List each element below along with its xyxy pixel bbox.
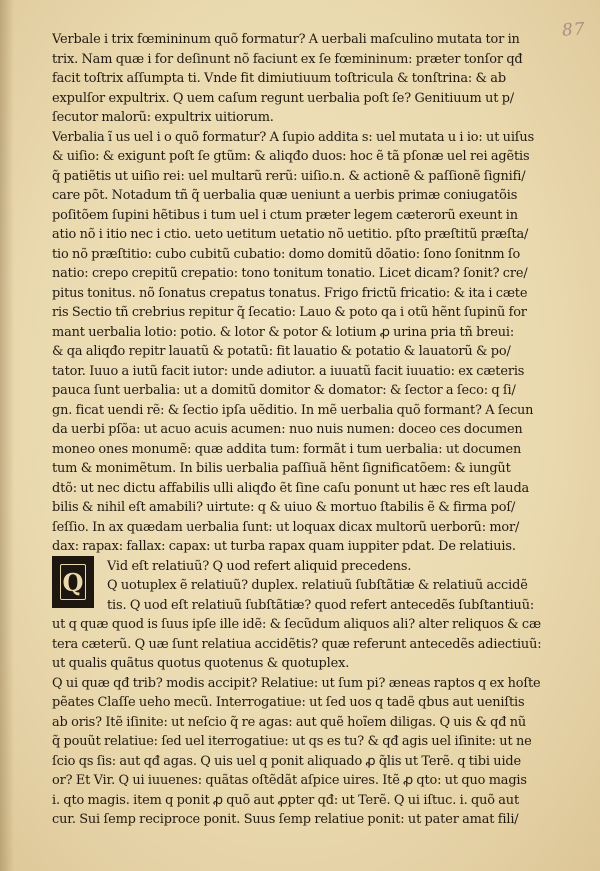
text-line: atio nõ i itio nec i ctio. ueto uetitum uetatio nõ uetitio. pſto præſtitũ præſta/ <box>52 227 529 242</box>
text-line: trix. Nam quæ i for deſinunt nõ faciunt ex ſe fœmininum: præter tonſor qđ <box>52 51 523 67</box>
text-line: & qa aliqđo repitr lauatũ & potatũ: fit lauatio & potatio & lauatorũ & po/ <box>52 344 511 359</box>
text-line: bilis & nihil eſt amabili? uirtute: q & uiuo & mortuo ſtabilis ẽ & firma poſ/ <box>52 500 516 515</box>
text-line: Q uotuplex ẽ relatiuũ? duplex. relatiuũ ſubſtãtiæ & relatiuũ accidẽ <box>107 578 528 593</box>
drop-cap-letter: Q <box>62 567 84 597</box>
text-line: da uerbi pſõa: ut acuo acuis acumen: nuo nuis numen: doceo ces documen <box>52 422 523 437</box>
text-line: natio: crepo crepitũ crepatio: tono tonitum tonatio. Licet dicam? ſonit? cre/ <box>52 266 528 281</box>
text-line: pauca ſunt uerbalia: ut a domitũ domitor & domator: & ſector a ſeco: q ſi/ <box>52 383 516 398</box>
text-line: pẽates Claſſe ueho mecũ. Interrogatiue: ut ſed uos q tadẽ qbus aut ueniſtis <box>52 695 525 710</box>
text-line: Verbalia ĩ us uel i o quõ formatur? A ſupio addita s: uel mutata u i io: ut uiſus <box>52 129 535 145</box>
text-line: ſcio qs ſis: aut qđ agas. Q uis uel q ponit aliquado ꝓ q̃lis ut Terẽ. q tibi uide <box>52 753 521 769</box>
text-line: dtõ: ut nec dictu affabilis ulli aliqđo ẽt ſine caſu ponunt ut hæc res eſt lauda <box>52 480 530 496</box>
text-line: Q ui quæ qđ trib? modis accipit? Relatiue: ut ſum pi? æneas raptos q ex hoſte <box>52 675 541 691</box>
text-line: tum & monimẽtum. In bilis uerbalia paſſiuã hẽnt ſignificatõem: & iungũt <box>52 461 511 476</box>
text-line: or? Et Vir. Q ui iuuenes: quãtas oſtẽdãt aſpice uires. Itẽ ꝓ qto: ut quo magis <box>52 773 527 788</box>
text-line: tis. Q uod eſt relatiuũ ſubſtãtiæ? quod refert antecedẽs ſubſtantiuũ: <box>107 597 535 613</box>
text-line: Verbale i trix fœmininum quõ formatur? A uerbali maſculino mutata tor in <box>52 32 520 47</box>
text-line: tio nõ præſtitio: cubo cubitũ cubatio: domo domitũ dõatio: ſono ſonitnm ſo <box>52 246 521 262</box>
text-line: poſitõem ſupini hẽtibus i tum uel i ctum præter legem cæterorũ exeunt in <box>52 207 518 223</box>
drop-cap-initial <box>52 556 94 608</box>
text-line: moneo ones monumẽ: quæ addita tum: formãt i tum uerbalia: ut documen <box>52 441 522 457</box>
text-line: tator. Iuuo a iutũ facit iutor: unde adiutor. a iuuatũ facit iuuatio: ex cæteris <box>52 363 525 379</box>
text-line: q̃ patiẽtis ut uiſio rei: uel multarũ rerũ: uiſio.n. & actionẽ & paſſionẽ ſignifi/ <box>52 168 526 184</box>
text-line: pitus tonitus. nõ ſonatus crepatus tonatus. Frigo frictũ fricatio: & ita i cæte <box>52 285 528 301</box>
text-line: cur. Sui ſemp reciproce ponit. Suus ſemp relatiue ponit: ut pater amat fili/ <box>52 812 519 827</box>
text-line: ut q quæ quod is ſuus ipſe ille idẽ: & ſecũdum aliquos ali? alter reliquos & cæ <box>52 617 541 632</box>
text-line: dax: rapax: fallax: capax: ut turba rapax quam iuppiter pdat. De relatiuis. <box>52 539 516 554</box>
text-line: ris Sectio tñ crebrius repitur q̃ ſecatio: Lauo & poto qa i otũ hẽnt ſupinũ for <box>52 305 527 320</box>
text-line: care põt. Notadum tñ q̃ uerbalia quæ ueniunt a uerbis primæ coniugatõis <box>52 188 518 203</box>
text-line: ut qualis quãtus quotus quotenus & quotuplex. <box>52 656 350 671</box>
text-line: facit toſtrix aſſumpta ti. Vnde fit dimiutiuum toſtricula & tonſtrina: & ab <box>52 71 506 86</box>
text-line: ſeſſio. In ax quædam uerbalia ſunt: ut loquax dicax multorũ uerborũ: mor/ <box>52 519 520 535</box>
folio-number: 87 <box>561 19 587 41</box>
text-line: tera cæterũ. Q uæ ſunt relatiua accidẽtis? quæ referunt antecedẽs adiectiuũ: <box>52 636 542 652</box>
text-line: i. qto magis. item q ponit ꝓ quõ aut ꝓpter qđ: ut Terẽ. Q ui iſtuc. i. quõ aut <box>52 792 519 808</box>
text-line: q̃ pouũt relatiue: ſed uel iterrogatiue: ut qs es tu? & qđ agis uel iſinite: ut ne <box>52 734 532 749</box>
text-line: Vid eſt relatiuũ? Q uod refert aliquid precedens. <box>107 558 412 574</box>
text-line: expulſor expultrix. Q uem caſum regunt uerbalia poſt ſe? Genitiuum ut p/ <box>52 90 514 106</box>
text-line: ſecutor malorũ: expultrix uitiorum. <box>52 110 274 125</box>
binding-shadow <box>0 0 14 871</box>
text-line: mant uerbalia lotio: potio. & lotor & potor & lotium ꝓ urina pria tñ breui: <box>52 324 515 340</box>
text-block <box>52 30 550 830</box>
text-line: & uiſio: & exigunt poſt ſe gtũm: & aliqđo duos: hoc ẽ tã pſonæ uel rei agẽtis <box>52 149 530 164</box>
text-line: ab oris? Itẽ iſinite: ut neſcio q̃ re agas: aut quẽ hoĩem diligas. Q uis & qđ nũ <box>52 714 527 730</box>
text-line: gn. ficat uendi rẽ: & ſectio ipſa uẽditio. In mẽ uerbalia quõ formant? A ſecun <box>52 402 534 418</box>
